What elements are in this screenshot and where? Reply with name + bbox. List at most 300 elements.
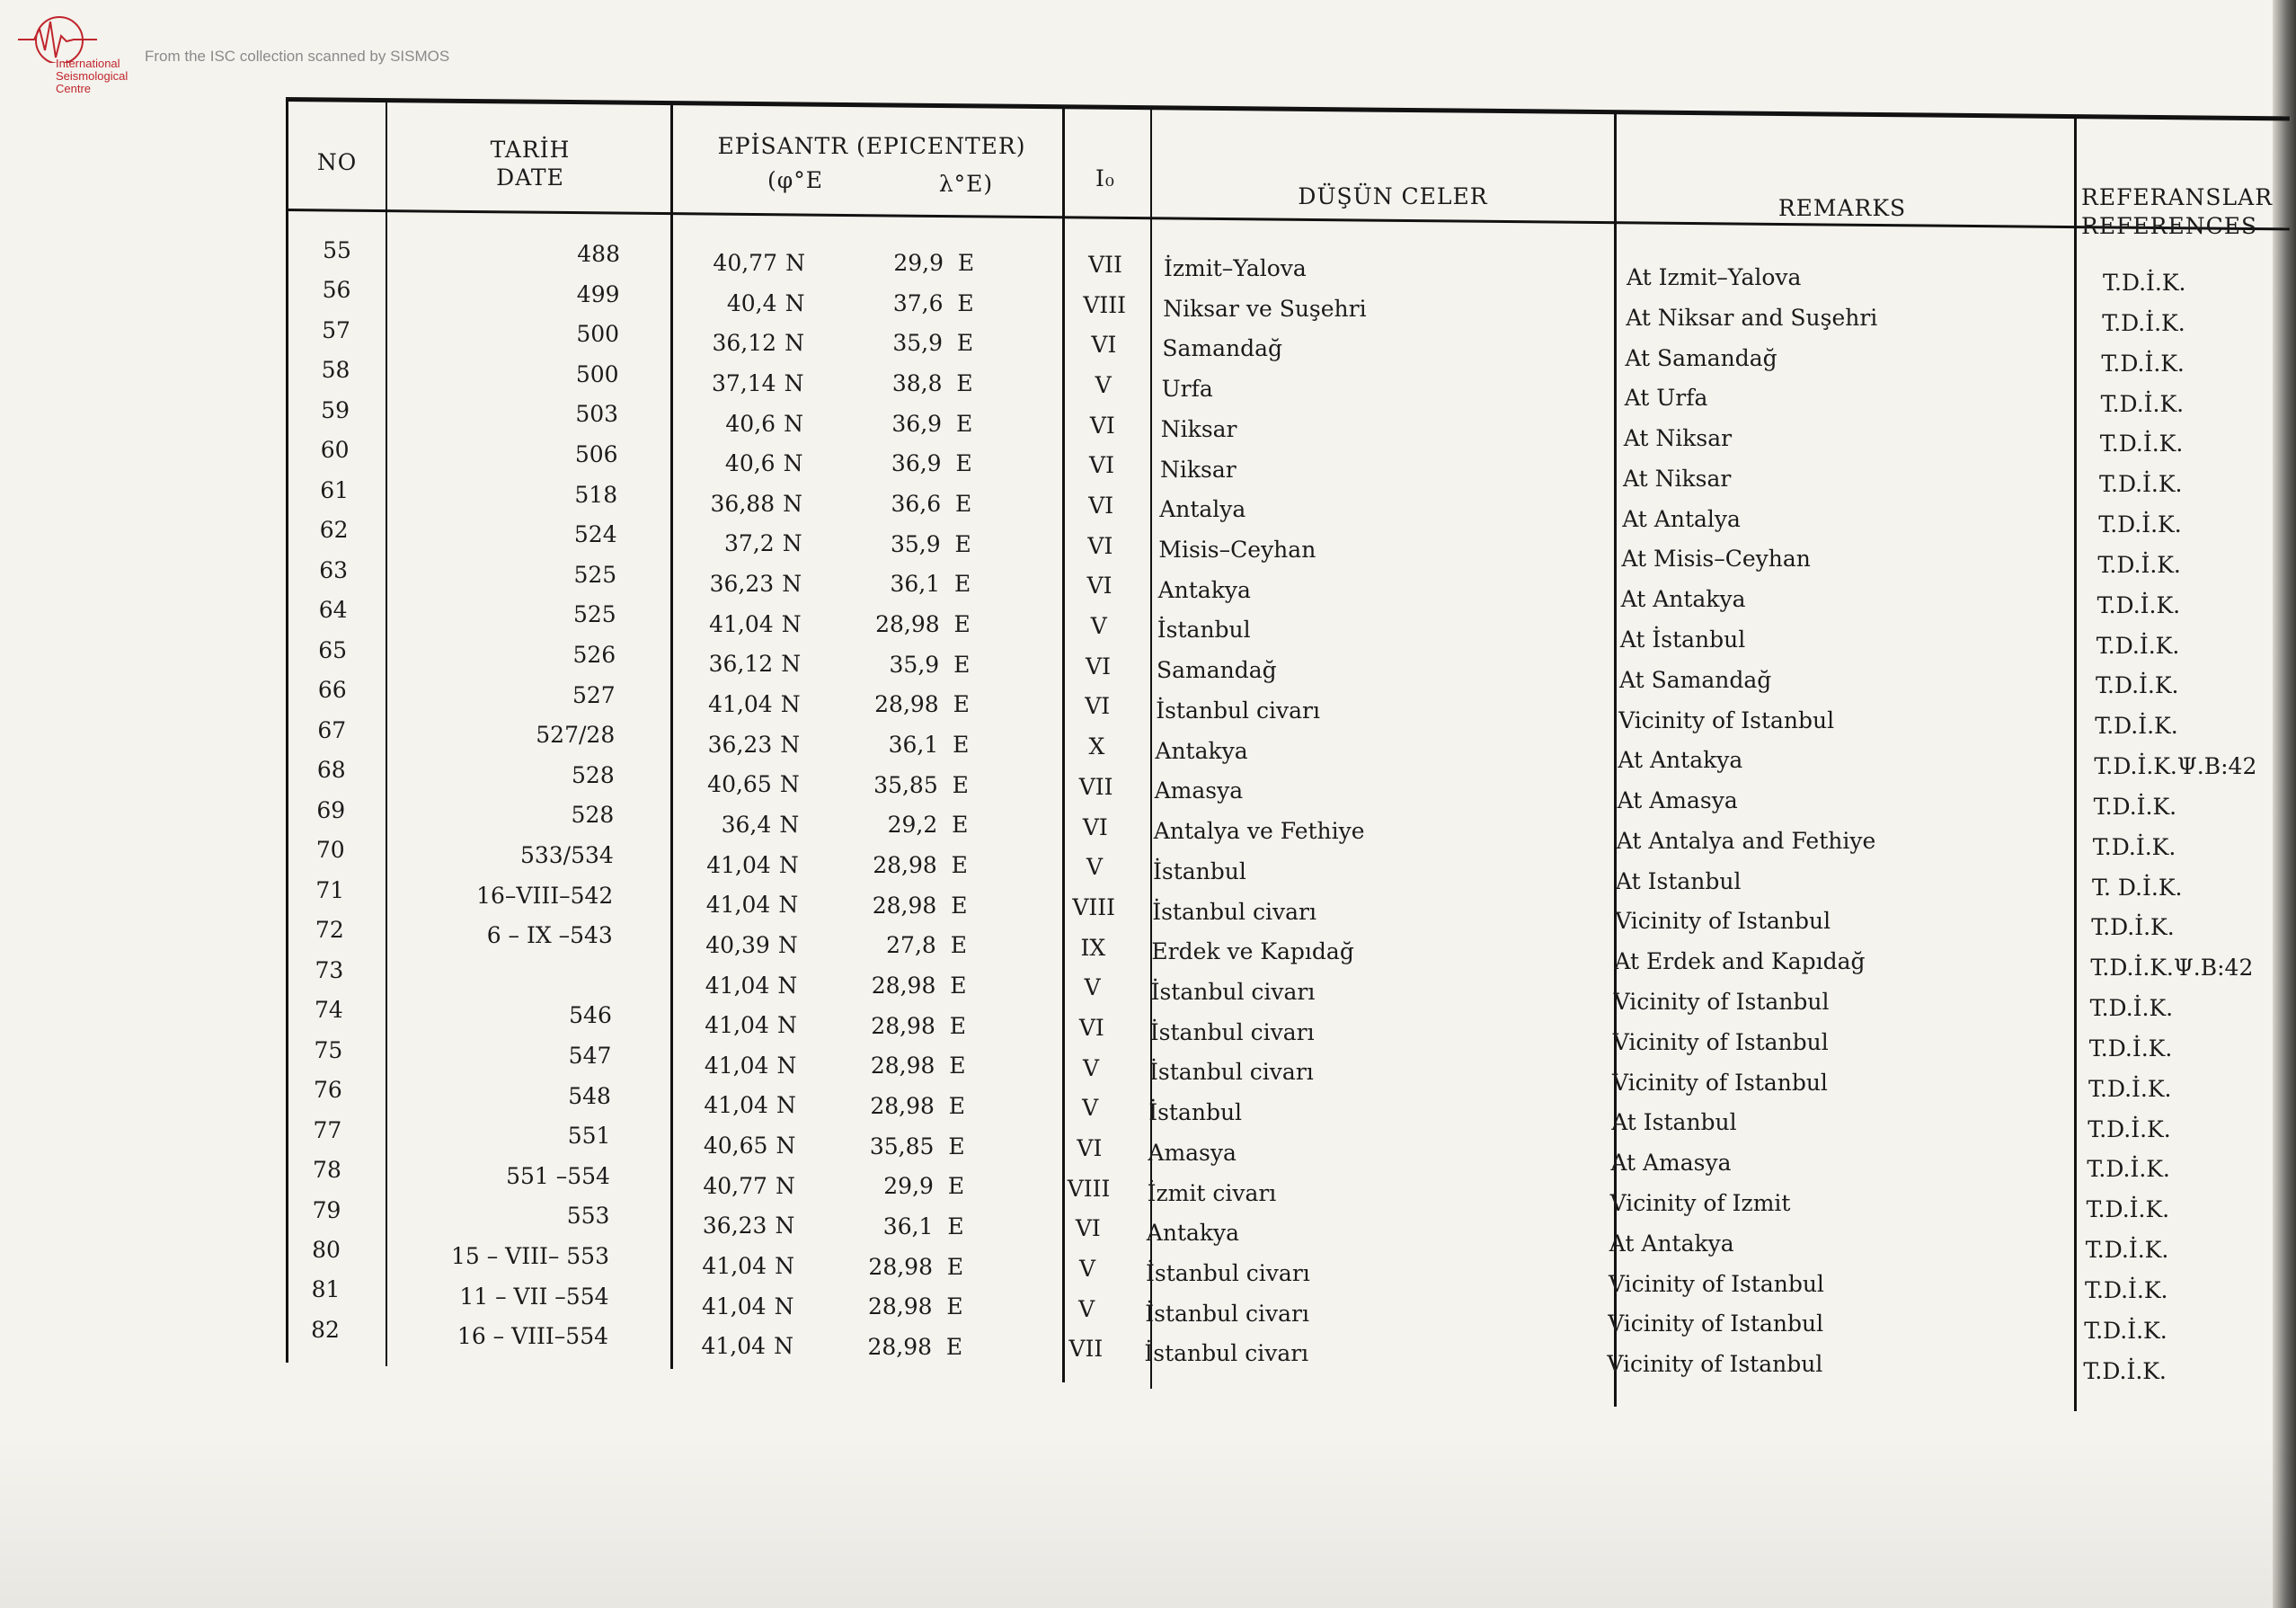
cell-rem: Vicinity of Istanbul [1618, 706, 1835, 733]
cell-dus: Samandağ [1162, 335, 1283, 362]
cell-date: 528 [571, 802, 615, 829]
cell-ref: T.D.İ.K. [2097, 591, 2181, 618]
cell-lat: 36,12 [708, 651, 774, 678]
cell-date: 488 [577, 241, 620, 267]
cell-no: 56 [322, 277, 351, 304]
cell-dus: Niksar ve Suşehri [1163, 295, 1367, 322]
cell-ns: N [780, 691, 801, 718]
cell-ns: N [782, 530, 802, 557]
cell-lat: 41,04 [705, 892, 771, 919]
cell-ns: N [781, 610, 802, 637]
cell-rem: Vicinity of Istanbul [1609, 1270, 1824, 1297]
cell-no: 65 [318, 636, 348, 663]
cell-ref: T. D.İ.K. [2092, 874, 2183, 901]
cell-no: 61 [320, 476, 350, 503]
cell-lon: 28,98 [868, 1253, 933, 1280]
cell-date: 533/534 [519, 842, 614, 868]
cell-lat: 41,04 [705, 972, 770, 999]
cell-io: V [1082, 1095, 1099, 1122]
cell-ns: N [774, 1293, 794, 1319]
cell-lon: 28,98 [867, 1333, 933, 1360]
cell-rem: At Izmit–Yalova [1627, 264, 1802, 290]
cell-ns: N [783, 490, 803, 517]
cell-no: 58 [321, 357, 350, 384]
cell-ns: N [784, 410, 804, 437]
cell-ew: E [952, 771, 969, 798]
cell-dus: İstanbul civarı [1149, 1059, 1314, 1086]
cell-ref: T.D.İ.K. [2088, 1035, 2173, 1062]
seismograph-logo-icon [16, 9, 151, 63]
cell-date: 528 [572, 761, 615, 788]
logo-line-1: International [56, 57, 120, 70]
cell-rem: At Antakya [1609, 1230, 1734, 1257]
header-no: NO [316, 149, 358, 175]
cell-io: VIII [1067, 1175, 1111, 1202]
cell-lat: 40,77 [703, 1172, 767, 1199]
cell-io: V [1078, 1295, 1095, 1322]
cell-ew: E [952, 812, 969, 839]
header-remarks: REMARKS [1777, 195, 1907, 221]
cell-io: V [1082, 1054, 1100, 1081]
col-rule-left [286, 97, 288, 1363]
header-date-tr: TARİH [490, 137, 571, 163]
cell-ref: T.D.İ.K. [2096, 632, 2180, 659]
cell-dus: İstanbul [1153, 857, 1246, 884]
cell-ew: E [949, 1053, 966, 1079]
cell-ew: E [946, 1253, 964, 1280]
header-intensity: I₀ [1095, 165, 1115, 191]
col-rule-remarks [2074, 117, 2077, 1411]
cell-rem: At Erdek and Kapıdağ [1614, 948, 1866, 975]
cell-ew: E [956, 330, 974, 357]
cell-ns: N [775, 1253, 794, 1279]
cell-dus: Niksar [1160, 415, 1237, 442]
cell-io: VI [1089, 412, 1115, 439]
cell-lat: 40,77 [713, 250, 777, 276]
cell-ew: E [948, 1133, 965, 1159]
cell-io: VII [1068, 1336, 1104, 1363]
cell-lon: 28,98 [874, 691, 939, 718]
cell-lon: 28,98 [870, 1092, 935, 1119]
cell-ns: N [778, 892, 799, 919]
cell-dus: İstanbul [1157, 617, 1251, 644]
cell-ns: N [775, 1213, 795, 1239]
cell-rem: At Antakya [1620, 586, 1746, 613]
cell-io: VI [1078, 1014, 1104, 1041]
table-top-rule [286, 97, 2290, 120]
cell-ns: N [783, 450, 803, 477]
cell-no: 63 [319, 556, 349, 583]
cell-dus: Amasya [1148, 1139, 1237, 1166]
cell-ns: N [779, 811, 800, 838]
cell-ew: E [957, 289, 974, 316]
cell-lon: 29,9 [883, 1173, 934, 1200]
cell-no: 81 [311, 1276, 341, 1303]
cell-lat: 41,04 [701, 1333, 767, 1360]
cell-date: 551 –554 [506, 1162, 610, 1189]
cell-ns: N [777, 972, 798, 999]
cell-no: 72 [315, 917, 344, 944]
cell-ref: T.D.İ.K. [2088, 1115, 2171, 1142]
cell-date: 524 [573, 521, 617, 548]
cell-lat: 41,04 [704, 1092, 768, 1119]
cell-lon: 35,85 [873, 771, 938, 798]
cell-no: 67 [317, 716, 347, 743]
cell-ref: T.D.İ.K.Ψ.B:42 [2090, 955, 2254, 982]
cell-lon: 37,6 [892, 289, 944, 316]
logo-line-3: Centre [56, 82, 92, 95]
cell-dus: İstanbul civarı [1146, 1260, 1310, 1286]
cell-ew: E [954, 571, 971, 598]
cell-ref: T.D.İ.K. [2085, 1237, 2169, 1264]
cell-date: 11 – VII –554 [459, 1283, 609, 1310]
cell-rem: Vicinity of Istanbul [1607, 1351, 1823, 1378]
cell-rem: At Niksar [1623, 425, 1733, 452]
cell-rem: At Amasya [1610, 1150, 1732, 1177]
cell-dus: Amasya [1154, 777, 1244, 804]
cell-no: 62 [319, 517, 349, 544]
cell-dus: İstanbul civarı [1152, 898, 1316, 925]
cell-dus: İstanbul civarı [1156, 697, 1320, 724]
cell-date: 6 – IX –543 [486, 922, 613, 949]
cell-ref: T.D.İ.K. [2084, 1317, 2167, 1344]
cell-lon: 36,9 [891, 450, 942, 477]
header-bottom-rule [286, 209, 2290, 230]
cell-date: 546 [569, 1002, 612, 1029]
cell-date: 499 [576, 280, 620, 307]
cell-ref: T.D.İ.K.Ψ.B:42 [2094, 753, 2257, 780]
cell-dus: Antakya [1155, 737, 1248, 764]
cell-no: 60 [320, 437, 350, 464]
cell-io: V [1084, 974, 1101, 1001]
cell-ew: E [945, 1333, 963, 1360]
cell-ew: E [955, 450, 972, 477]
cell-ref: T.D.İ.K. [2101, 350, 2185, 377]
cell-no: 57 [322, 316, 350, 343]
cell-date: 525 [573, 561, 617, 588]
cell-ns: N [777, 931, 798, 958]
cell-no: 80 [312, 1237, 341, 1263]
cell-ref: T.D.İ.K. [2085, 1277, 2168, 1303]
cell-lat: 36,23 [707, 731, 773, 758]
cell-dus: Erdek ve Kapıdağ [1151, 938, 1354, 965]
cell-date: 547 [568, 1043, 612, 1069]
cell-date: 553 [566, 1203, 610, 1230]
cell-ns: N [782, 571, 802, 598]
cell-ns: N [780, 731, 801, 758]
cell-rem: At İstanbul [1619, 626, 1746, 653]
cell-date: 551 [567, 1123, 611, 1150]
header-lambda: λ°E) [938, 171, 994, 197]
cell-ref: T.D.İ.K. [2103, 270, 2186, 296]
cell-rem: At Samandağ [1625, 344, 1777, 371]
cell-rem: Vicinity of Istanbul [1612, 1028, 1829, 1055]
cell-lon: 27,8 [886, 932, 936, 959]
scan-note: From the ISC collection scanned by SISMOS [145, 48, 450, 65]
cell-rem: At Niksar [1623, 465, 1732, 492]
cell-date: 548 [568, 1082, 611, 1109]
cell-date: 503 [575, 401, 619, 428]
cell-date: 525 [572, 601, 616, 628]
cell-ref: T.D.İ.K. [2102, 309, 2185, 336]
cell-lat: 40,6 [725, 410, 776, 437]
logo-text [56, 58, 155, 95]
cell-ref: T.D.İ.K. [2100, 390, 2185, 417]
cell-ns: N [776, 1052, 797, 1079]
cell-ew: E [949, 1012, 966, 1039]
cell-ref: T.D.İ.K. [2093, 793, 2177, 820]
cell-ew: E [954, 490, 972, 517]
cell-rem: Vicinity of Istanbul [1615, 908, 1831, 935]
cell-dus: İzmit–Yalova [1164, 255, 1307, 281]
cell-no: 74 [314, 997, 343, 1024]
cell-io: VI [1085, 693, 1111, 720]
cell-lat: 41,04 [708, 691, 773, 718]
cell-rem: Vicinity of Izmit [1609, 1189, 1791, 1216]
cell-ew: E [950, 972, 967, 999]
cell-rem: Vicinity of Istanbul [1608, 1310, 1824, 1337]
cell-lon: 35,85 [869, 1133, 935, 1159]
cell-dus: Urfa [1161, 376, 1213, 403]
cell-lat: 40,39 [705, 931, 770, 958]
cell-date: 500 [575, 360, 619, 387]
header-epicenter: EPİSANTR (EPICENTER) [717, 133, 1026, 159]
cell-io: VI [1088, 493, 1114, 520]
cell-ns: N [776, 1012, 797, 1039]
cell-no: 75 [314, 1036, 343, 1063]
cell-lon: 28,98 [871, 972, 936, 999]
cell-ew: E [951, 892, 968, 919]
cell-ref: T.D.İ.K. [2091, 914, 2175, 941]
cell-io: VIII [1072, 893, 1116, 920]
cell-lon: 36,9 [891, 410, 943, 437]
cell-lon: 36,1 [888, 731, 939, 758]
cell-io: VI [1075, 1215, 1101, 1242]
cell-ns: N [781, 651, 802, 678]
cell-ref: T.D.İ.K. [2089, 995, 2174, 1022]
cell-ns: N [776, 1092, 796, 1119]
cell-ew: E [953, 731, 970, 758]
cell-lat: 41,04 [706, 851, 771, 878]
cell-no: 69 [316, 796, 346, 823]
cell-lon: 29,2 [887, 812, 938, 839]
cell-ref: T.D.İ.K. [2087, 1156, 2170, 1183]
cell-ew: E [953, 651, 971, 678]
cell-ew: E [946, 1293, 963, 1320]
cell-dus: Antalya [1159, 496, 1246, 523]
cell-no: 77 [313, 1116, 342, 1143]
cell-lat: 37,2 [723, 530, 775, 557]
cell-dus: Antalya ve Fethiye [1153, 818, 1365, 845]
cell-ns: N [785, 250, 805, 276]
cell-no: 71 [315, 876, 345, 903]
header-ref-en: REFERENCES [2081, 213, 2258, 239]
cell-ew: E [955, 410, 973, 437]
cell-ns: N [774, 1333, 793, 1360]
cell-io: V [1078, 1256, 1096, 1282]
cell-io: VI [1086, 573, 1113, 600]
cell-lat: 36,12 [712, 330, 777, 357]
header-phi: (φ°E [767, 167, 823, 193]
cell-dus: İstanbul civarı [1144, 1340, 1309, 1367]
cell-ew: E [948, 1092, 966, 1119]
cell-date: 15 – VIII– 553 [450, 1243, 609, 1269]
cell-no: 79 [312, 1196, 341, 1223]
cell-io: VI [1077, 1134, 1103, 1161]
cell-ew: E [957, 250, 975, 276]
cell-ns: N [779, 771, 800, 798]
cell-date: 16–VIII–542 [476, 882, 614, 909]
cell-lat: 41,04 [709, 610, 774, 637]
cell-io: VII [1078, 773, 1113, 800]
cell-rem: At Antalya and Fethiye [1616, 827, 1876, 854]
cell-dus: Misis–Ceyhan [1158, 537, 1316, 564]
cell-ref: T.D.İ.K. [2083, 1357, 2167, 1384]
cell-rem: Vicinity of Istanbul [1613, 989, 1830, 1016]
cell-io: VI [1086, 653, 1111, 680]
cell-io: VI [1089, 452, 1114, 479]
cell-dus: Antakya [1157, 576, 1251, 603]
header-ref-tr: REFERANSLAR [2081, 184, 2274, 210]
cell-dus: Niksar [1160, 456, 1237, 483]
cell-lon: 29,9 [893, 250, 944, 276]
cell-lat: 36,23 [702, 1213, 767, 1239]
cell-lat: 41,04 [702, 1253, 767, 1279]
cell-date: 527 [572, 681, 616, 708]
cell-ew: E [953, 610, 971, 637]
cell-ns: N [776, 1172, 795, 1199]
cell-dus: İstanbul civarı [1145, 1300, 1309, 1327]
cell-lon: 28,98 [867, 1293, 933, 1320]
cell-io: V [1086, 854, 1104, 881]
cell-ref: T.D.İ.K. [2092, 833, 2176, 860]
cell-dus: İstanbul civarı [1149, 1018, 1315, 1045]
cell-ns: N [784, 369, 804, 396]
cell-date: 527/28 [536, 722, 616, 749]
cell-dus: İzmit civarı [1147, 1179, 1277, 1206]
cell-ew: E [951, 851, 968, 878]
cell-lon: 28,98 [870, 1053, 935, 1079]
cell-lat: 37,14 [711, 369, 776, 396]
cell-ref: T.D.İ.K. [2095, 713, 2178, 740]
cell-ref: T.D.İ.K. [2096, 672, 2179, 699]
cell-rem: Vicinity of Istanbul [1612, 1069, 1828, 1096]
cell-lon: 36,6 [891, 490, 942, 517]
cell-lon: 38,8 [891, 369, 943, 396]
cell-lon: 35,9 [890, 530, 941, 557]
header-dusunceler: DÜŞÜN CELER [1298, 183, 1488, 209]
cell-ref: T.D.İ.K. [2097, 551, 2181, 578]
cell-ns: N [776, 1133, 796, 1159]
cell-lon: 35,9 [892, 330, 944, 357]
cell-io: V [1090, 613, 1107, 640]
cell-ew: E [950, 932, 967, 959]
cell-date: 526 [572, 642, 616, 668]
cell-no: 68 [316, 757, 346, 784]
cell-no: 76 [314, 1077, 342, 1104]
cell-no: 64 [318, 597, 348, 624]
cell-ns: N [785, 289, 805, 316]
cell-lat: 40,4 [726, 289, 777, 316]
cell-no: 55 [323, 237, 351, 263]
cell-rem: At Istanbul [1616, 867, 1742, 894]
cell-rem: At Istanbul [1611, 1109, 1737, 1136]
cell-no: 70 [315, 837, 345, 864]
cell-ns: N [785, 330, 804, 357]
cell-ew: E [956, 369, 973, 396]
cell-date: 518 [574, 481, 618, 508]
cell-ref: T.D.İ.K. [2086, 1196, 2170, 1223]
cell-ref: T.D.İ.K. [2099, 431, 2184, 458]
cell-io: VII [1088, 252, 1122, 278]
cell-no: 73 [315, 956, 344, 983]
cell-lon: 36,1 [882, 1213, 934, 1239]
cell-rem: At Antakya [1618, 747, 1743, 774]
cell-io: VI [1091, 332, 1117, 359]
cell-ref: T.D.İ.K. [2099, 471, 2183, 498]
cell-no: 59 [321, 396, 350, 423]
cell-lon: 28,98 [875, 610, 940, 637]
cell-lon: 35,9 [889, 651, 940, 678]
cell-lon: 28,98 [872, 892, 937, 919]
cell-date: 16 – VIII–554 [457, 1323, 609, 1350]
cell-lat: 36,4 [721, 811, 772, 838]
cell-ref: T.D.İ.K. [2088, 1075, 2172, 1102]
logo-line-2: Seismological [56, 69, 129, 83]
cell-io: VI [1087, 532, 1113, 559]
cell-date: 500 [576, 321, 620, 348]
isc-logo [16, 9, 151, 94]
cell-rem: At Antalya [1622, 505, 1741, 532]
cell-lat: 36,88 [710, 490, 776, 517]
cell-no: 82 [311, 1316, 340, 1343]
cell-lon: 28,98 [873, 851, 937, 878]
cell-dus: İstanbul [1148, 1099, 1243, 1126]
cell-lon: 36,1 [890, 571, 941, 598]
cell-io: IX [1080, 934, 1106, 961]
cell-io: VIII [1083, 291, 1127, 318]
cell-io: VI [1082, 813, 1108, 840]
cell-lat: 40,65 [703, 1133, 768, 1159]
cell-no: 78 [313, 1157, 341, 1184]
cell-ew: E [947, 1213, 964, 1239]
cell-rem: At Amasya [1617, 787, 1738, 814]
cell-ns: N [778, 851, 799, 878]
cell-lon: 28,98 [871, 1012, 935, 1039]
cell-lat: 40,6 [724, 450, 776, 477]
cell-ew: E [954, 530, 971, 557]
cell-lat: 41,04 [701, 1293, 767, 1319]
cell-dus: Antakya [1146, 1220, 1240, 1247]
cell-no: 66 [317, 677, 347, 704]
cell-rem: At Misis–Ceyhan [1621, 546, 1811, 573]
cell-date: 506 [574, 441, 618, 467]
page-bottom-shade [0, 1438, 2296, 1608]
cell-rem: At Niksar and Suşehri [1626, 304, 1878, 331]
cell-dus: İstanbul civarı [1150, 978, 1316, 1005]
cell-lat: 36,23 [709, 571, 775, 598]
header-date-en: DATE [496, 164, 564, 191]
cell-rem: At Samandağ [1619, 666, 1772, 693]
cell-io: X [1088, 733, 1105, 760]
cell-lat: 41,04 [704, 1052, 769, 1079]
cell-io: V [1095, 372, 1112, 399]
cell-ref: T.D.İ.K. [2098, 511, 2182, 538]
cell-dus: Samandağ [1157, 657, 1277, 684]
cell-ew: E [953, 691, 970, 718]
cell-rem: At Urfa [1624, 385, 1708, 412]
cell-lat: 40,65 [707, 771, 772, 798]
